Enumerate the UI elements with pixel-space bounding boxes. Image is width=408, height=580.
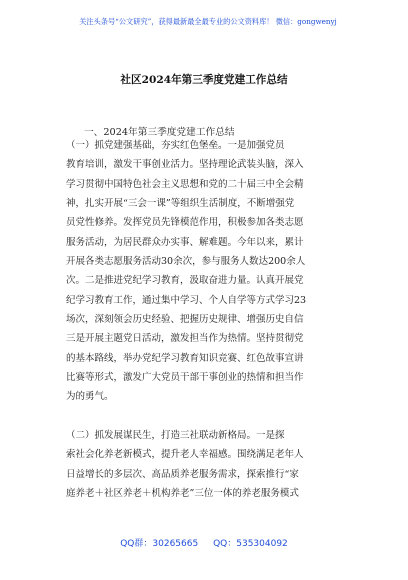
paragraph-line: 开展各类志愿服务活动30余次，参与服务人数达200余人 (66, 256, 306, 268)
paragraph-line: 三是开展主题党日活动，激发担当作为热情。坚持贯彻党 (66, 333, 304, 345)
paragraph-line: 比赛等形式，激发广大党员干部干事创业的热情和担当作 (66, 372, 304, 384)
paragraph-line: 教育培训，激发干事创业活力。坚持理论武装头脑，深入 (66, 159, 304, 171)
document-title: 社区2024年第三季度党建工作总结 (120, 74, 288, 86)
section-heading: 一、2024年第三季度党建工作总结 (84, 127, 235, 138)
paragraph-line: 的基本路线，举办党纪学习教育知识竞赛、红色故事宣讲 (66, 352, 304, 364)
paragraph-line: 次。二是推进党纪学习教育，汲取奋进力量。认真开展党 (66, 275, 304, 287)
footer-contact (0, 536, 408, 549)
header-banner: 关注头条号“公文研究”，获得最新最全最专业的公文资料库！ 微信：gongwenyj (79, 17, 337, 26)
paragraph-line: 服务活动，为居民群众办实事、解难题。今年以来，累计 (66, 236, 304, 248)
paragraph-line: 学习贯彻中国特色社会主义思想和党的二十届三中全会精 (66, 178, 304, 190)
qq-number: QQ：535304092 (213, 539, 288, 549)
paragraph-line: 场次，深刻领会历史经验、把握历史规律、增强历史自信 (66, 314, 304, 326)
paragraph-2 (66, 426, 356, 503)
paragraph-line: 庭养老＋社区养老＋机构养老”三位一体的养老服务模式 (66, 488, 299, 500)
qq-group-number: QQ群：30265665 (120, 539, 199, 549)
paragraph-line: 员党性修养。发挥党员先锋模范作用，积极参加各类志愿 (66, 217, 304, 229)
paragraph-line: 索社会化养老新模式，提升老人幸福感。围绕满足老年人 (66, 449, 304, 461)
paragraph-line: 神，扎实开展“三会一课”等组织生活制度，不断增强党 (66, 198, 295, 210)
paragraph-line: （二）抓发展谋民生，打造三社联动新格局。一是探 (66, 430, 285, 441)
paragraph-line: 为的勇气。 (66, 391, 114, 403)
paragraph-1 (66, 136, 356, 407)
paragraph-line: 纪学习教育工作，通过集中学习、个人自学等方式学习23 (66, 294, 307, 306)
paragraph-line: （一）抓党建强基础，夯实红色堡垒。一是加强党员 (66, 140, 285, 151)
paragraph-line: 日益增长的多层次、高品质养老服务需求，探索推行“家 (66, 468, 299, 480)
